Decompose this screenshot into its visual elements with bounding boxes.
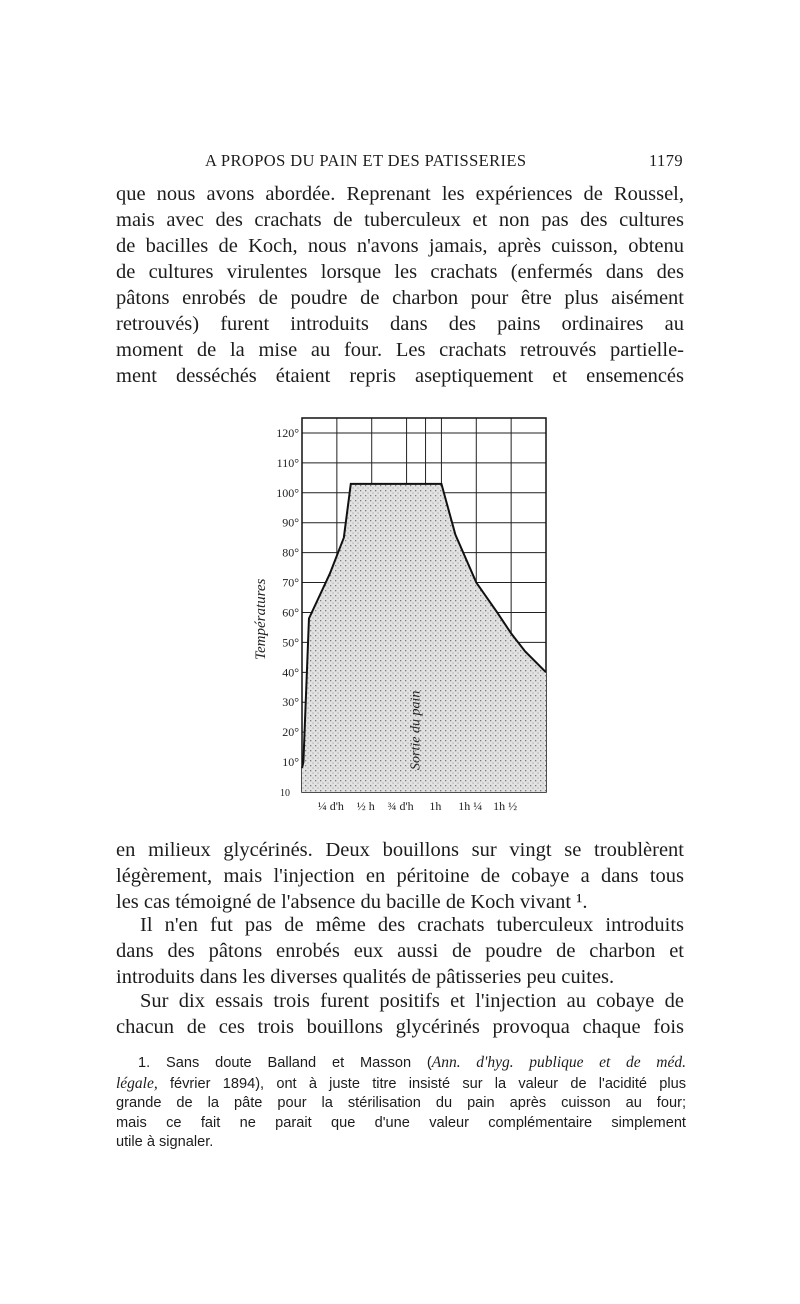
footnote-citation: légale, [116,1074,158,1092]
text-line: Il n'en fut pas de même des crachats tuberculeux introduits [140,914,684,936]
y-tick-label: 120° [276,425,299,440]
paragraph-results [116,837,684,915]
paragraph-essais [116,988,684,1040]
paragraph-patisseries [116,912,684,990]
x-tick-label: 1h ½ [493,799,518,813]
y-tick-label: 30° [282,695,299,710]
y-tick-label: 10° [282,755,299,770]
footnote-line [116,1074,686,1095]
footnote-line: utile à signaler. [116,1134,214,1150]
text-line: Sur dix essais trois furent positifs et l'injection au cobaye de [140,990,684,1012]
x-tick-label: ½ h [356,799,375,813]
text-line: les cas témoigné de l'absence du bacille de Koch vivant ¹. [116,891,588,913]
text-line: mais avec des crachats de tuberculeux et non pas des cultures [116,209,684,231]
text-line: dans des pâtons enrobés eux aussi de poudre de charbon et [116,940,684,962]
footnote [116,1053,686,1153]
y-tick-label: 80° [282,545,299,560]
y-tick-label: 100° [276,485,299,500]
footnote-citation: Ann. d'hyg. publique et de méd. [431,1054,686,1071]
text-line: chacun de ces trois bouillons glycérinés provoqua chaque fois [116,1016,684,1038]
footnote-marker: 1. [138,1055,151,1071]
footnote-text: Sans doute Balland et Masson ( [166,1055,432,1071]
text-line: que nous avons abordée. Reprenant les expériences de Roussel, [116,183,684,205]
text-line: pâtons enrobés de poudre de charbon pour être plus aisément [116,287,684,309]
text-line: légèrement, mais l'injection en péritoine de cobaye a dans tous [116,865,684,887]
y-axis-label: Températures [253,578,269,660]
y-tick-label: 60° [282,605,299,620]
temperature-area [302,484,546,792]
y-tick-label: 70° [282,575,299,590]
text-line: de bacilles de Koch, nous n'avons jamais, après cuisson, obtenu [116,235,684,257]
origin-label: 10 [280,788,290,799]
y-tick-label: 20° [282,725,299,740]
sortie-du-pain-label: Sortie du pain [408,690,424,770]
text-line: introduits dans les diverses qualités de pâtisseries peu cuites. [116,966,615,988]
x-tick-label: ¼ d'h [317,799,344,813]
y-tick-label: 50° [282,635,299,650]
running-title: A PROPOS DU PAIN ET DES PATISSERIES [205,151,527,170]
footnote-text: février 1894), ont à juste titre insisté sur la valeur de l'acidité plus [169,1075,686,1092]
x-tick-label: 1h [429,799,442,813]
x-tick-label: 1h ¼ [458,799,483,813]
page-number: 1179 [649,151,683,170]
x-tick-label: ¾ d'h [387,799,414,813]
text-line: moment de la mise au four. Les crachats retrouvés partielle- [116,339,684,361]
y-tick-label: 40° [282,665,299,680]
footnote-line: mais ce fait ne parait que d'une valeur complémentaire simplement [116,1114,686,1131]
footnote-line [116,1053,686,1074]
text-line: en milieux glycérinés. Deux bouillons sur vingt se troublèrent [116,839,684,861]
text-line: ment desséchés étaient repris aseptiquement et ensemencés [116,365,684,387]
y-tick-label: 110° [276,455,299,470]
text-line: retrouvés) furent introduits dans des pains ordinaires au [116,313,684,335]
y-tick-label: 90° [282,515,299,530]
text-line: de cultures virulentes lorsque les crachats (enfermés dans des [116,261,684,283]
footnote-line: grande de la pâte pour la stérilisation du pain après cuisson au four; [116,1095,686,1111]
